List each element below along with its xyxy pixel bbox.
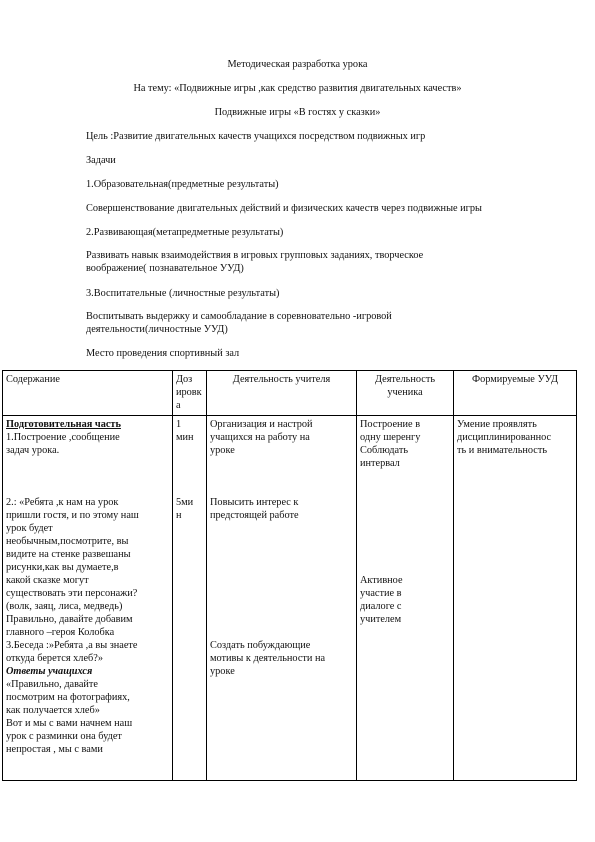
task-2-desc-line-2: воображение( познавательное УУД): [86, 263, 244, 274]
header-dosage: Доз ировк а: [173, 371, 207, 416]
header-content: Содержание: [3, 371, 173, 416]
task-1-desc: Совершенствование двигательных действий и физических качеств через подвижные игры: [86, 203, 482, 214]
task-2-title: 2.Развивающая(метапредметные результаты): [86, 227, 284, 238]
lesson-topic: На тему: «Подвижные игры ,как средство развития двигательных качеств»: [133, 83, 462, 94]
lesson-subtitle: Подвижные игры «В гостях у сказки»: [214, 107, 381, 118]
content-cell: Подготовительная часть 1.Построение ,сообщение задач урока. 2.: «Ребята ,к нам на урок пришли гостя, и по этому наш урок будет необычным,посмотрите, вы видите на стенке развешаны рисунки,как вы думаете,в какой сказке могут существовать эти персонажи? (волк, заяц, лиса, медведь) Правильно, давайте добавим главного –героя Колобка 3.Беседа :»Ребята ,а вы знаете откуда берется хлеб?» Ответы учащихся «Правильно, давайте посмотрим на фотографиях, как получается хлеб» Вот и мы с вами начнем наш урок с разминки она будет непростая , мы с вами: [3, 416, 173, 781]
header-uud: Формируемые УУД: [454, 371, 577, 416]
lesson-goal: Цель :Развитие двигательных качеств учащихся посредством подвижных игр: [86, 131, 426, 142]
task-1-title: 1.Образовательная(предметные результаты): [86, 179, 279, 190]
document-title: Методическая разработка урока: [227, 59, 368, 70]
header-teacher-activity: Деятельность учителя: [207, 371, 357, 416]
student-activity-cell: Построение в одну шеренгу Соблюдать интервал Активное участие в диалоге с учителем: [357, 416, 454, 781]
table-row: [3, 416, 577, 781]
header-student-activity: Деятельность ученика: [357, 371, 454, 416]
task-2-desc-line-1: Развивать навык взаимодействия в игровых групповых заданиях, творческое: [86, 250, 424, 261]
lesson-plan-table: [2, 370, 577, 781]
table-header-row: [3, 371, 577, 416]
task-3-title: 3.Воспитательные (личностные результаты): [86, 288, 280, 299]
task-3-desc-line-1: Воспитывать выдержку и самообладание в соревновательно -игровой: [86, 311, 392, 322]
teacher-activity-cell: Организация и настрой учащихся на работу на уроке Повысить интерес к предстоящей работе Создать побуждающие мотивы к деятельности на уроке: [207, 416, 357, 781]
task-3-desc-line-2: деятельности(личностные УУД): [86, 324, 228, 335]
lesson-place: Место проведения спортивный зал: [86, 348, 240, 359]
part-title: Подготовительная часть: [6, 419, 121, 430]
dosage-cell: 1 мин 5ми н: [173, 416, 207, 781]
uud-cell: Умение проявлять дисциплинированнос ть и внимательность: [454, 416, 577, 781]
tasks-label: Задачи: [86, 155, 116, 166]
answers-label: Ответы учащихся: [6, 666, 93, 677]
